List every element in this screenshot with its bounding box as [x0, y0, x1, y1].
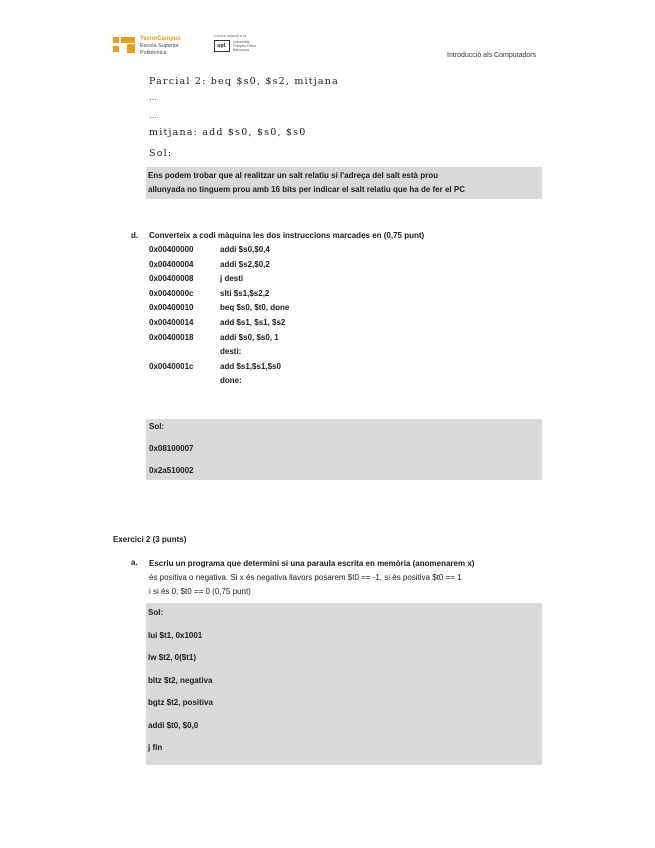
- upf-logo: [214, 33, 256, 52]
- logo-brand: TecnoCampus: [140, 36, 181, 42]
- tecnocampus-logo-text: [140, 36, 181, 57]
- row-ins: desti:: [220, 347, 242, 357]
- code-line: addi $t0, $0,0: [148, 721, 199, 730]
- row-ins: beq $s0, $t0, done: [220, 303, 290, 313]
- partial-line4: mitjana: add $s0, $s0, $s0: [149, 127, 307, 138]
- question-a-label: a.: [131, 558, 138, 567]
- upf-caption: Centre adscrit a la: [214, 33, 247, 38]
- code-line: bltz $t2, negativa: [148, 676, 213, 685]
- qa-line1: Escriu un programa que determini si una paraula escrita en memòria (anomenarem x): [149, 559, 475, 568]
- partial-sol-line1: Ens podem trobar que al realitzar un salt relatiu si l'adreça del salt està prou: [148, 171, 438, 180]
- row-ins: slti $s1,$s2,2: [220, 288, 270, 298]
- row-ins: j desti: [220, 274, 244, 284]
- code-line: lui $t1, 0x1001: [148, 631, 203, 640]
- row-ins: addi $s0, $s0, 1: [220, 332, 279, 342]
- upf-sub2: Pompeu Fabra: [233, 44, 257, 48]
- upf-sub1: Universitat: [233, 40, 250, 44]
- exercise2-solution-box: [146, 603, 542, 765]
- qd-sol-label: Sol:: [149, 422, 165, 431]
- partial-sol-line2: allunyada no tinguem prou amb 16 bits per indicar el salt relatiu que ha de fer el PC: [148, 185, 465, 194]
- question-d-solution-box: [146, 419, 542, 480]
- code-line: lw $t2, 0($t1): [148, 653, 197, 662]
- code-line: bgtz $t2, positiva: [148, 698, 213, 707]
- question-d-label: d.: [131, 231, 139, 240]
- row-ins: add $s1, $s1, $s2: [220, 318, 286, 327]
- question-d-text: Converteix a codi màquina les dos instruccions marcades en (0,75 punt): [149, 231, 425, 240]
- row-addr: 0x00400018: [149, 332, 194, 342]
- qa-line2: és positiva o negativa. Si x és negativa llavors posarem $t0 == -1, si és positiva $t0 == 1: [149, 573, 462, 582]
- logo-line1: Escola Superior: [140, 43, 179, 49]
- tecnocampus-logo-icon: [113, 37, 135, 53]
- row-addr: 0x0040000c: [149, 288, 194, 298]
- row-addr: 0x00400014: [149, 318, 194, 327]
- qa-line3: i si és 0, $t0 == 0 (0,75 punt): [149, 587, 251, 596]
- partial-line3: …: [149, 111, 157, 120]
- row-ins: addi $s0,$0,4: [220, 245, 270, 254]
- partial-solution-box: [146, 167, 542, 199]
- partial-line2: …: [149, 93, 157, 102]
- qd-sol-line1: 0x08100007: [149, 444, 194, 453]
- code-line: Sol:: [148, 608, 164, 617]
- row-addr: 0x00400004: [149, 259, 194, 269]
- logo-line2: Politècnica: [140, 50, 167, 56]
- exercise2-title: Exercici 2 (3 punts): [113, 535, 187, 544]
- upf-sub3: Barcelona: [233, 48, 249, 52]
- upf-badge: upf.: [214, 40, 230, 52]
- partial-line1: Parcial 2: beq $s0, $s2, mitjana: [149, 76, 339, 87]
- code-line: j fin: [148, 743, 163, 752]
- row-addr: 0x0040001c: [149, 361, 194, 371]
- row-ins: done:: [220, 376, 242, 386]
- row-ins: add $s1,$s1,$s0: [220, 361, 281, 371]
- row-addr: 0x00400008: [149, 274, 194, 284]
- row-ins: addi $s2,$0,2: [220, 259, 270, 269]
- partial-sol-label: Sol:: [149, 148, 173, 159]
- course-title: Introducció als Computadors: [447, 52, 537, 59]
- instruction-table: [0, 243, 655, 393]
- qd-sol-line2: 0x2a510002: [149, 466, 194, 475]
- row-addr: 0x00400000: [149, 245, 194, 254]
- question-a-text: [149, 557, 544, 599]
- row-addr: 0x00400010: [149, 303, 194, 313]
